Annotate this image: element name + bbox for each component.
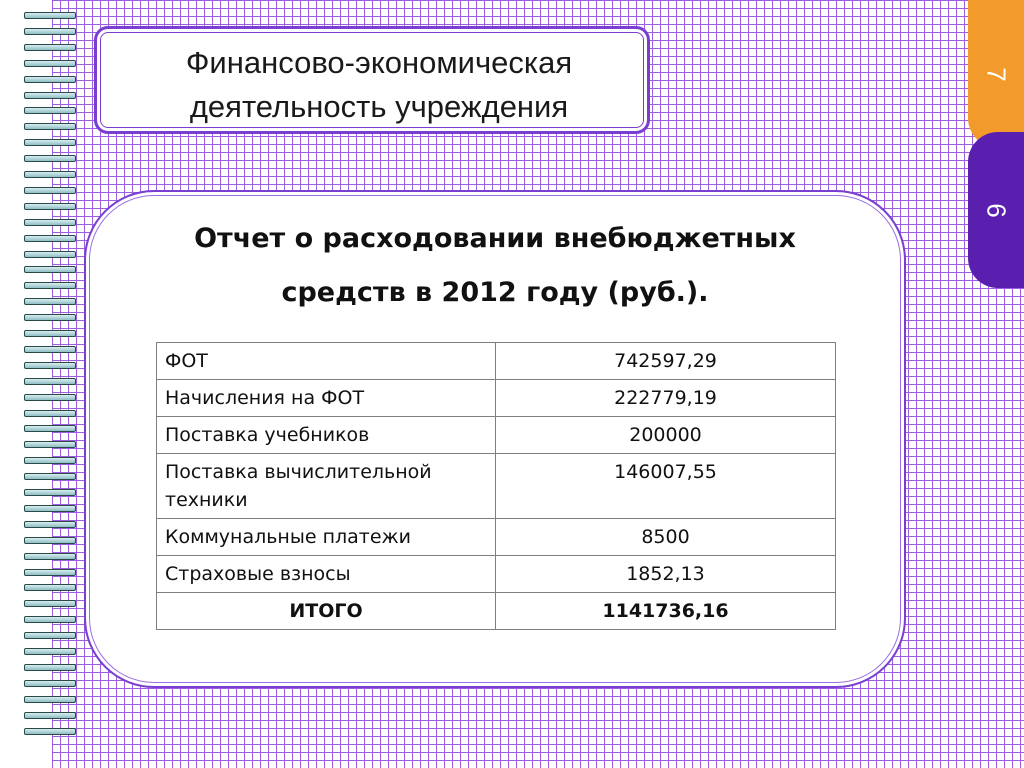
row-label-line-1: Поставка вычислительной [165,461,432,483]
spiral-ring [24,616,76,623]
tab-label: 7 [981,66,1012,82]
report-title-line-1: Отчет о расходовании внебюджетных [194,223,796,254]
spiral-ring [24,632,76,639]
spiral-ring [24,171,76,178]
row-label: Коммунальные платежи [157,519,496,556]
spiral-ring [24,553,76,560]
row-value: 742597,29 [496,343,836,380]
total-value: 1141736,16 [496,593,836,630]
spiral-ring [24,600,76,607]
spiral-ring [24,648,76,655]
table-row [157,454,836,519]
table-row [157,380,836,417]
spiral-ring [24,537,76,544]
spiral-ring [24,12,76,19]
spiral-ring [24,521,76,528]
spiral-ring [24,107,76,114]
spiral-ring [24,251,76,258]
notebook-spiral-binding [24,12,78,744]
row-label-line-2: техники [165,489,248,511]
title-line-1: Финансово-экономическая [185,45,573,80]
spiral-ring [24,298,76,305]
spiral-ring [24,266,76,273]
page-title [119,41,639,129]
spiral-ring [24,569,76,576]
spiral-ring [24,219,76,226]
spiral-ring [24,425,76,432]
spiral-ring [24,457,76,464]
tab-slide-6[interactable] [968,132,1024,288]
row-value: 8500 [496,519,836,556]
spiral-ring [24,584,76,591]
row-label: Страховые взносы [157,556,496,593]
total-label: ИТОГО [157,593,496,630]
spiral-ring [24,362,76,369]
row-label: ФОТ [157,343,496,380]
spiral-ring [24,473,76,480]
spiral-ring [24,378,76,385]
row-value: 1852,13 [496,556,836,593]
table-row [157,417,836,454]
spiral-ring [24,44,76,51]
total-row [157,593,836,630]
title-box [94,26,650,134]
spiral-ring [24,664,76,671]
spiral-ring [24,330,76,337]
table-row [157,343,836,380]
spiral-ring [24,235,76,242]
row-value: 146007,55 [496,454,836,519]
row-label: Поставка учебников [157,417,496,454]
spiral-ring [24,489,76,496]
spiral-ring [24,139,76,146]
spiral-ring [24,123,76,130]
row-value: 222779,19 [496,380,836,417]
table-row [157,519,836,556]
spiral-ring [24,282,76,289]
report-title [86,212,904,320]
spiral-ring [24,314,76,321]
report-title-line-2: средств в 2012 году (руб.). [281,277,709,308]
spiral-ring [24,712,76,719]
tab-slide-7[interactable] [968,0,1024,148]
spiral-ring [24,394,76,401]
spiral-ring [24,696,76,703]
report-panel [84,190,906,688]
spiral-ring [24,680,76,687]
spiral-ring [24,60,76,67]
spiral-ring [24,346,76,353]
table-row [157,556,836,593]
expense-table [156,342,836,630]
spiral-ring [24,28,76,35]
spiral-ring [24,76,76,83]
spiral-ring [24,410,76,417]
row-label [157,454,496,519]
spiral-ring [24,187,76,194]
tab-label: 6 [981,202,1012,218]
spiral-ring [24,203,76,210]
row-value: 200000 [496,417,836,454]
spiral-ring [24,92,76,99]
spiral-ring [24,441,76,448]
title-line-2: деятельность учреждения [189,89,569,124]
spiral-ring [24,505,76,512]
spiral-ring [24,155,76,162]
spiral-ring [24,728,76,735]
row-label: Начисления на ФОТ [157,380,496,417]
